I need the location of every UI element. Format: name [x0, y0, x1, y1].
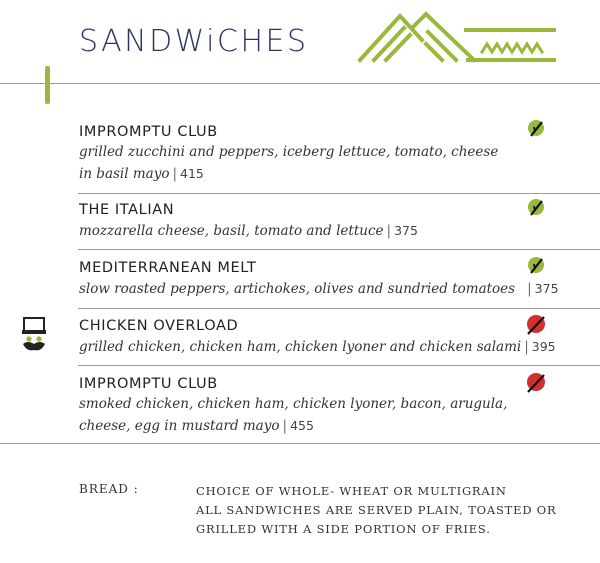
item-description: slow roasted peppers, artichokes, olives and sundried tomatoes | 375 [79, 281, 559, 297]
item-price: 395 [531, 339, 556, 354]
item-price: 375 [394, 223, 418, 238]
item-description: grilled chicken, chicken ham, chicken lyoner and chicken salami | 395 [79, 339, 556, 355]
mountain-logo-icon [356, 8, 556, 68]
item-name: IMPROMPTU CLUB [79, 124, 218, 140]
non-veg-icon [525, 314, 547, 336]
veg-icon [527, 256, 547, 276]
bread-note-line: GRILLED WITH A SIDE PORTION OF FRIES. [196, 522, 491, 536]
item-name: THE ITALIAN [79, 202, 175, 218]
bread-label: BREAD : [79, 482, 139, 496]
non-veg-icon [525, 372, 547, 394]
item-description: grilled zucchini and peppers, iceberg lettuce, tomato, cheese [79, 144, 499, 160]
bread-notes [196, 482, 557, 539]
item-divider [78, 308, 600, 309]
veg-icon [527, 119, 547, 139]
page-title: SANDWiCHES [79, 24, 309, 59]
item-price: 415 [180, 166, 204, 181]
item-name: CHICKEN OVERLOAD [79, 318, 239, 334]
section-divider [0, 443, 600, 444]
item-divider [78, 365, 600, 366]
price-separator: | [386, 223, 392, 239]
menu-item-the-italian [79, 200, 418, 242]
item-name: MEDITERRANEAN MELT [79, 260, 257, 276]
item-description: smoked chicken, chicken ham, chicken lyoner, bacon, arugula, [79, 396, 508, 412]
item-price: 455 [290, 418, 314, 433]
menu-item-impromptu-club-veg [79, 122, 498, 185]
header-divider [0, 83, 600, 84]
veg-icon [527, 198, 547, 218]
price-separator: | [172, 166, 178, 182]
bread-note-line: CHOICE OF WHOLE- WHEAT OR MULTIGRAIN [196, 484, 507, 498]
price-separator: | [527, 281, 532, 297]
menu-item-impromptu-club-chicken [79, 374, 507, 437]
item-description-cont: cheese, egg in mustard mayo | 455 [79, 418, 314, 434]
price-separator: | [282, 418, 288, 434]
item-price: 375 [534, 281, 559, 296]
menu-item-chicken-overload [79, 316, 556, 358]
item-description-cont: in basil mayo | 415 [79, 166, 204, 182]
menu-item-mediterranean-melt [79, 258, 559, 300]
price-separator: | [524, 339, 529, 355]
accent-bar [45, 66, 50, 104]
chef-special-icon [19, 316, 49, 354]
bread-note-line: ALL SANDWICHES ARE SERVED PLAIN, TOASTED OR [196, 503, 557, 517]
item-description: mozzarella cheese, basil, tomato and lettuce | 375 [79, 223, 418, 239]
item-name: IMPROMPTU CLUB [79, 376, 218, 392]
item-divider [78, 193, 600, 194]
item-divider [78, 249, 600, 250]
